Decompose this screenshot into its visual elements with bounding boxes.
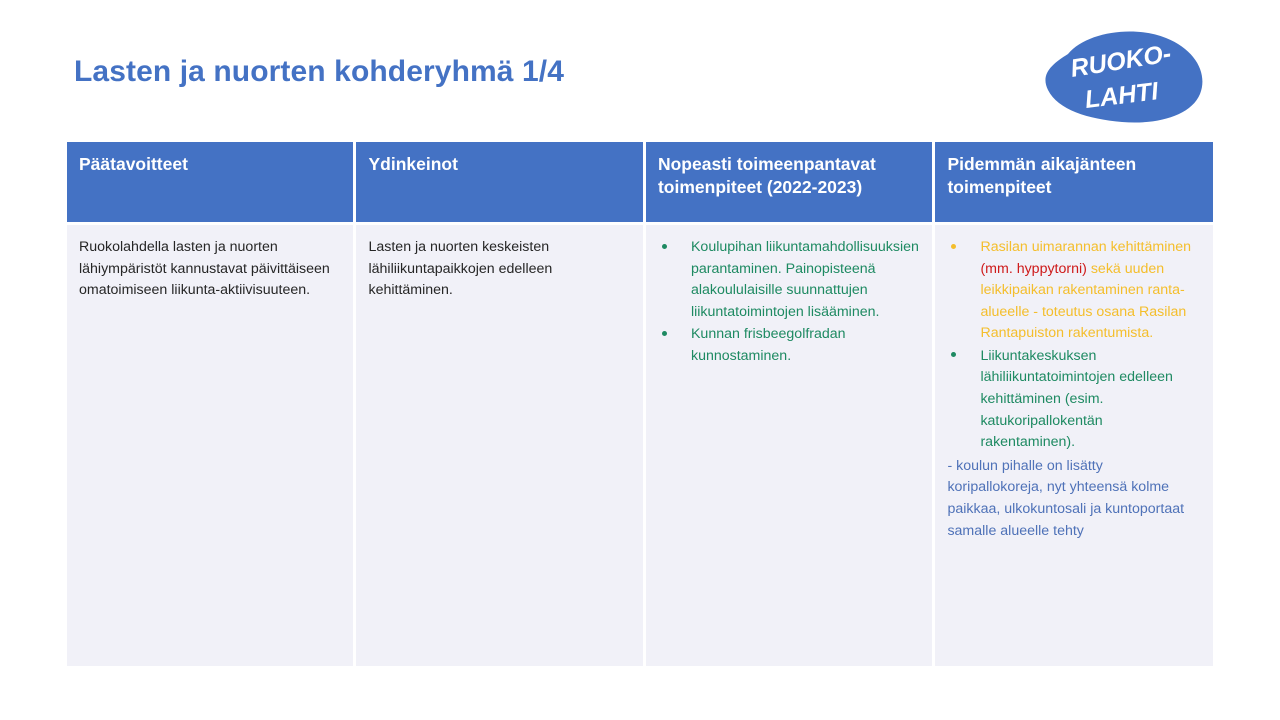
table-header-row (67, 142, 1213, 222)
bullet-dot-icon (662, 244, 667, 249)
column-header-pidemman: Pidemmän aikajänteen toimenpiteet (935, 142, 1213, 222)
column-header-nopeasti: Nopeasti toimeenpantavat toimenpiteet (2022-2023) (646, 142, 932, 222)
bullet-text: Liikuntakeskuksen lähiliikuntatoimintojen edelleen kehittäminen (esim. katukoripallokentän rakentaminen). (980, 347, 1173, 451)
column-header-ydinkeinot: Ydinkeinot (356, 142, 642, 222)
bullet-dot-icon (951, 244, 956, 249)
page-title: Lasten ja nuorten kohderyhmä 1/4 (74, 55, 564, 88)
ruokolahti-logo (1038, 28, 1210, 124)
cell-paatavoitteet (67, 225, 353, 666)
list-item (658, 237, 920, 323)
bullet-text: Koulupihan liikuntamahdollisuuksien parantaminen. Painopisteenä alakoululaisille suunnattujen liikuntatoimintojen lisääminen. (690, 239, 919, 320)
bullet-text-part1: Rasilan uimarannan kehittäminen (980, 239, 1192, 255)
bullet-text-highlight: (mm. hyppytorni) (980, 260, 1087, 277)
objectives-table (67, 142, 1213, 666)
bullet-text-part2: sekä uuden leikkipaikan rakentaminen ranta-alueelle - toteutus osana Rasilan Rantapuiston rakentumista. (980, 260, 1187, 342)
logo-text-line2: LAHTI (1083, 77, 1160, 114)
bullet-dot-icon (951, 352, 956, 357)
table-body-row (67, 225, 1213, 666)
list-item (947, 346, 1201, 454)
cell-ydinkeinot (356, 225, 642, 666)
pidemman-bullet-list (947, 237, 1201, 454)
paatavoitteet-text: Ruokolahdella lasten ja nuorten lähiympäristöt kannustavat päivittäiseen omatoimiseen liikunta-aktiivisuuteen. (79, 239, 330, 299)
logo-text-line1: RUOKO- (1068, 39, 1174, 83)
bullet-text: Kunnan frisbeegolfradan kunnostaminen. (690, 326, 846, 364)
cell-pidemman (935, 225, 1213, 666)
list-item (658, 324, 920, 367)
cell-nopeasti (646, 225, 932, 666)
pidemman-note-text: - koulun pihalle on lisätty koripallokoreja, nyt yhteensä kolme paikkaa, ulkokuntosali ja kuntoportaat samalle alueelle tehty (947, 457, 1185, 539)
bullet-dot-icon (662, 331, 667, 336)
list-item (947, 237, 1201, 345)
nopeasti-bullet-list (658, 237, 920, 367)
column-header-paatavoitteet: Päätavoitteet (67, 142, 353, 222)
ydinkeinot-text: Lasten ja nuorten keskeisten lähiliikuntapaikkojen edelleen kehittäminen. (368, 239, 553, 299)
